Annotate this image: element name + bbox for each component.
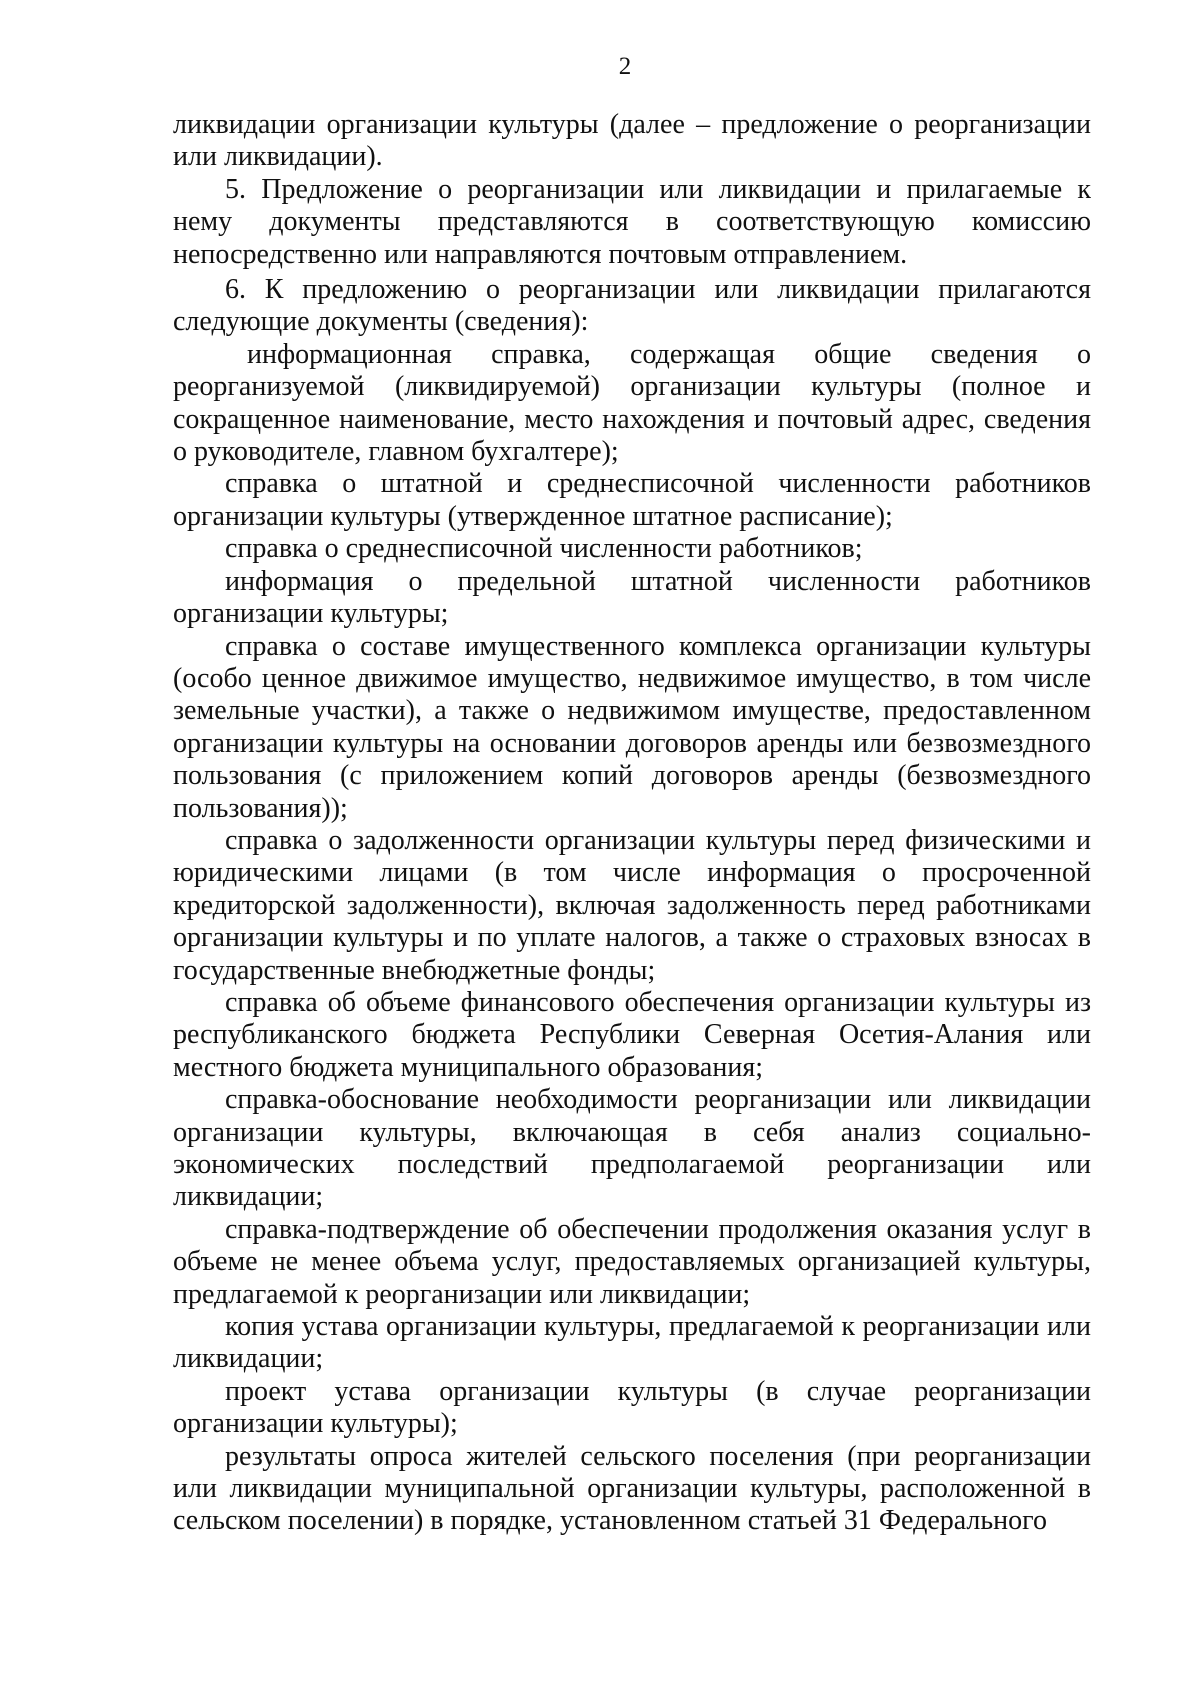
list-item-survey-results: результаты опроса жителей сельского поселения (при реорганизации или ликвидации муниципальной организации культуры, расположенной в сельском поселении) в порядке, установленном статьей 31 Федерального: [173, 1440, 1091, 1537]
page-number: 2: [618, 53, 632, 80]
list-item-info-reference: информационная справка, содержащая общие сведения о реорганизуемой (ликвидируемой) организации культуры (полное и сокращенное наименование, место нахождения и почтовый адрес, сведения о руководителе, главном бухгалтере);: [173, 338, 1091, 468]
list-item-service-confirmation: справка-подтверждение об обеспечении продолжения оказания услуг в объеме не менее объема услуг, предоставляемых организацией культуры, предлагаемой к реорганизации или ликвидации;: [173, 1213, 1091, 1310]
list-item-debt-reference: справка о задолженности организации культуры перед физическими и юридическими лицами (в том числе информация о просроченной кредиторской задолженности), включая задолженность перед работниками организации культуры и по уплате налогов, а также о страховых взносах в государственные внебюджетные фонды;: [173, 824, 1091, 986]
list-item-charter-draft: проект устава организации культуры (в случае реорганизации организации культуры);: [173, 1375, 1091, 1440]
paragraph-item-5: 5. Предложение о реорганизации или ликвидации и прилагаемые к нему документы представляются в соответствующую комиссию непосредственно или направляются почтовым отправлением.: [173, 173, 1091, 270]
list-item-justification-reference: справка-обоснование необходимости реорганизации или ликвидации организации культуры, включающая в себя анализ социально-экономических последствий предполагаемой реорганизации или ликвидации;: [173, 1084, 1091, 1213]
list-item-average-staff-reference: справка о среднесписочной численности работников;: [225, 533, 863, 565]
list-item-funding-reference: справка об объеме финансового обеспечения организации культуры из республиканского бюджета Республики Северная Осетия-Алания или местного бюджета муниципального образования;: [173, 986, 1091, 1083]
list-item-charter-copy: копия устава организации культуры, предлагаемой к реорганизации или ликвидации;: [173, 1311, 1091, 1375]
list-item-property-reference: справка о составе имущественного комплекса организации культуры (особо ценное движимое имущество, недвижимое имущество, в том числе земельные участки), а также о недвижимом имуществе, предоставленном организации культуры на основании договоров аренды или безвозмездного пользования (с приложением копий договоров аренды (безвозмездного пользования));: [173, 630, 1091, 824]
paragraph-continuation: ликвидации организации культуры (далее – предложение о реорганизации или ликвидации).: [173, 109, 1091, 173]
list-item-staff-limit-info: информация о предельной штатной численности работников организации культуры;: [173, 565, 1091, 630]
paragraph-item-6: 6. К предложению о реорганизации или ликвидации прилагаются следующие документы (сведения):: [173, 274, 1091, 338]
list-item-staff-reference: справка о штатной и среднесписочной численности работников организации культуры (утвержденное штатное расписание);: [173, 468, 1091, 532]
document-body: [173, 109, 1091, 1538]
